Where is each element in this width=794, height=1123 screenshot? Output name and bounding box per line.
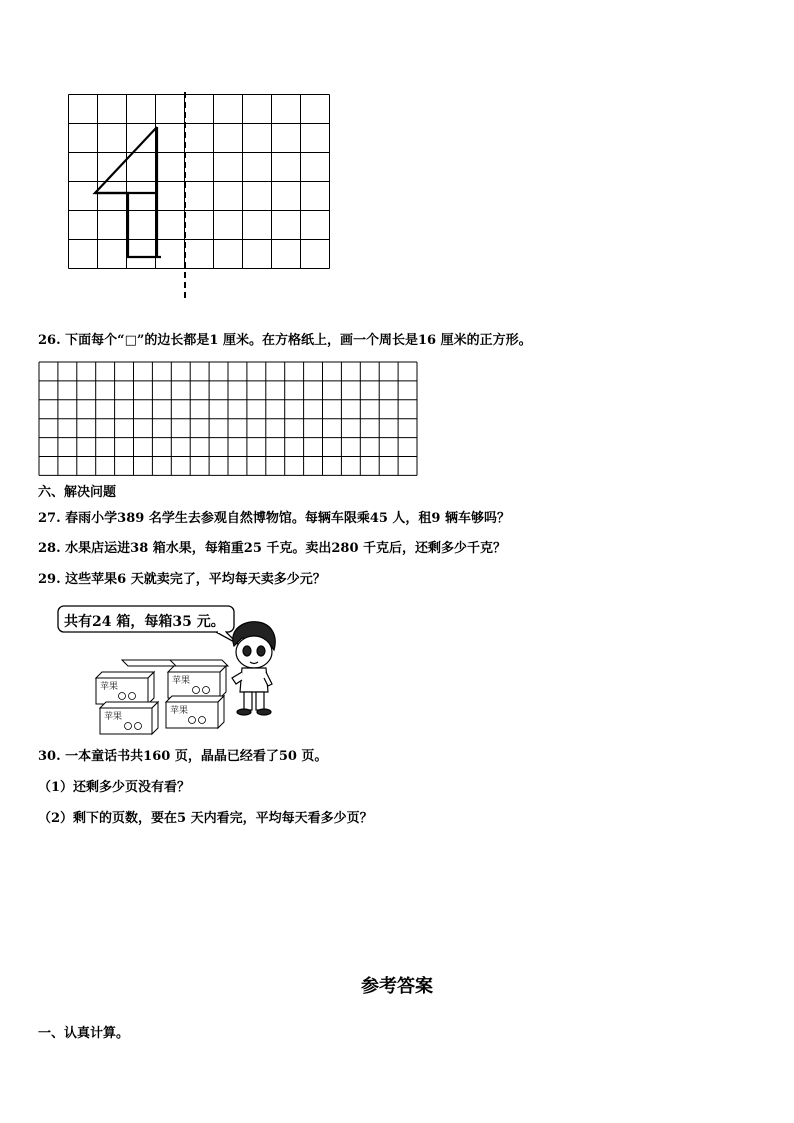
boy-illustration (222, 620, 282, 718)
apple-boxes-illustration (92, 656, 232, 736)
question-30-sub-2: （2）剩下的页数，要在5 天内看完，平均每天看多少页？ (38, 811, 373, 826)
question-number: 29. (38, 572, 61, 587)
answer-key-title: 参考答案 (361, 976, 433, 997)
answer-section-heading: 一、认真计算。 (38, 1026, 130, 1041)
question-text: 一本童话书共160 页，晶晶已经看了50 页。 (65, 749, 328, 764)
question-30-sub-1: （1）还剩多少页没有看？ (38, 780, 191, 795)
box-label: 苹果 (104, 712, 123, 722)
question-number: 27. (38, 511, 61, 526)
question-26 (38, 333, 532, 349)
question-28 (38, 541, 506, 557)
question-text: 下面每个“□”的边长都是1 厘米。在方格纸上，画一个周长是16 厘米的正方形。 (65, 333, 532, 348)
question-text: 春雨小学389 名学生去参观自然博物馆。每辆车限乘45 人，租9 辆车够吗？ (65, 511, 511, 526)
question-number: 30. (38, 749, 61, 764)
question-number: 26. (38, 333, 61, 348)
box-label: 苹果 (100, 682, 119, 692)
symmetry-grid-figure (66, 92, 336, 302)
question-30 (38, 749, 327, 765)
box-label: 苹果 (172, 676, 191, 686)
question-text: 水果店运进38 箱水果，每箱重25 千克。卖出280 千克后，还剩多少千克？ (65, 541, 507, 556)
section-heading: 六、解决问题 (38, 485, 117, 500)
question-text: 这些苹果6 天就卖完了，平均每天卖多少元？ (65, 572, 326, 587)
question-27 (38, 511, 510, 527)
square-grid-paper (38, 361, 422, 479)
speech-bubble-text: 共有24 箱，每箱35 元。 (64, 614, 225, 630)
question-29 (38, 572, 326, 588)
question-number: 28. (38, 541, 61, 556)
box-label: 苹果 (170, 706, 189, 716)
